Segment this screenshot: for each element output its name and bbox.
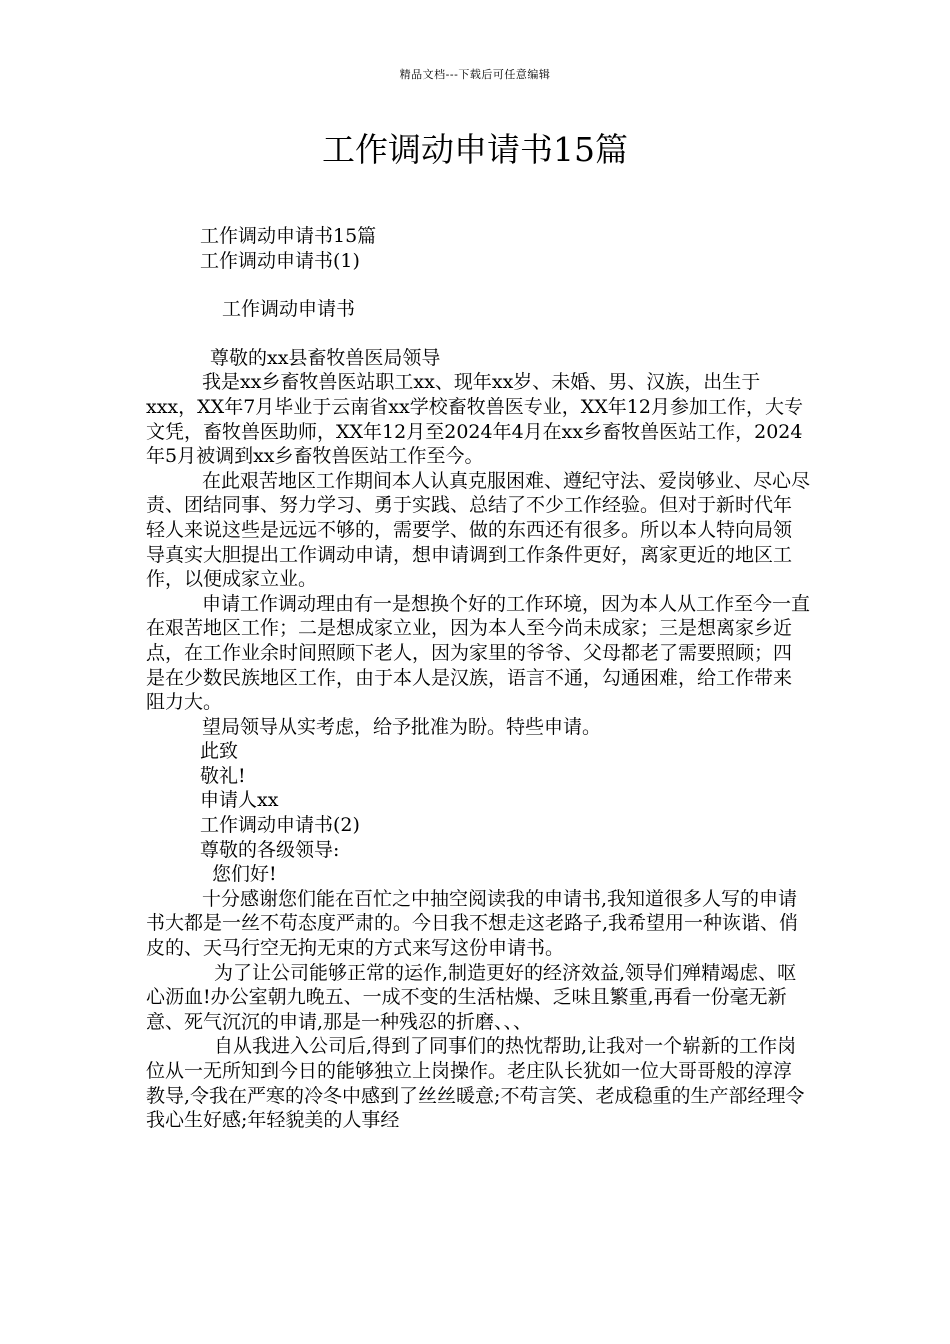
letter1-closing-2: 敬礼! [200, 764, 246, 787]
letter1-paragraph-4: 望局领导从实考虑，给予批准为盼。特些申请。 [202, 715, 602, 738]
letter1-paragraph-3: 申请工作调动理由有一是想换个好的工作环境，因为本人从工作至今一直在艰苦地区工作；二是想成家立业，因为本人至今尚未成家；三是想离家乡近点，在工作业余时间照顾下老人，因为家里的爷爷、父母都老了需要照顾；四是在少数民族地区工作，由于本人是汉族，语言不通，勾通困难，给工作带来阻力大。 [146, 592, 811, 714]
toc-title: 工作调动申请书15篇 [200, 225, 377, 247]
letter1-paragraph-1: 我是xx乡畜牧兽医站职工xx、现年xx岁、未婚、男、汉族，出生于xxx，XX年7月毕业于云南省xx学校畜牧兽医专业，XX年12月参加工作，大专文凭，畜牧兽医助师，XX年12月至2024年4月在xx乡畜牧兽医站工作，2024年5月被调到xx乡畜牧兽医站工作至今。 [146, 371, 803, 468]
letter1-salutation: 尊敬的xx县畜牧兽医局领导 [210, 346, 441, 369]
letter2-greeting: 您们好! [212, 863, 277, 886]
letter1-signature: 申请人xx [200, 789, 279, 812]
section-heading-2: 工作调动申请书(2) [200, 814, 360, 837]
letter2-paragraph-1: 十分感谢您们能在百忙之中抽空阅读我的申请书,我知道很多人写的申请书大都是一丝不苟态度严肃的。今日我不想走这老路子,我希望用一种诙谐、俏皮的、天马行空无拘无束的方式来写这份申请书。 [146, 887, 799, 960]
letter1-paragraph-2: 在此艰苦地区工作期间本人认真克服困难、遵纪守法、爱岗够业、尽心尽责、团结同事、努力学习、勇于实践、总结了不少工作经验。但对于新时代年轻人来说这些是远远不够的，需要学、做的东西还有很多。所以本人特向局领导真实大胆提出工作调动申请，想申请调到工作条件更好，离家更近的地区工作，以便成家立业。 [146, 469, 811, 591]
section-heading-1: 工作调动申请书(1) [200, 249, 360, 272]
letter2-paragraph-3: 自从我进入公司后,得到了同事们的热忱帮助,让我对一个崭新的工作岗位从一无所知到今日的能够独立上岗操作。老庄队长犹如一位大哥哥般的淳淳教导,令我在严寒的冷冬中感到了丝丝暖意;不苟言笑、老成稳重的生产部经理令我心生好感;年轻貌美的人事经 [146, 1035, 805, 1132]
letter2-salutation: 尊敬的各级领导: [200, 838, 340, 861]
document-title: 工作调动申请书15篇 [322, 130, 628, 169]
document-body [146, 224, 810, 1133]
page-header: 精品文档---下载后可任意编辑 [399, 68, 551, 81]
letter2-paragraph-2: 为了让公司能够正常的运作,制造更好的经济效益,领导们殚精竭虑、呕心沥血!办公室朝九晚五、一成不变的生活枯燥、乏味且繁重,再看一份毫无新意、死气沉沉的申请,那是一种残忍的折磨、、、 [146, 961, 797, 1033]
letter-title: 工作调动申请书 [222, 298, 356, 321]
letter1-closing-1: 此致 [200, 740, 239, 763]
